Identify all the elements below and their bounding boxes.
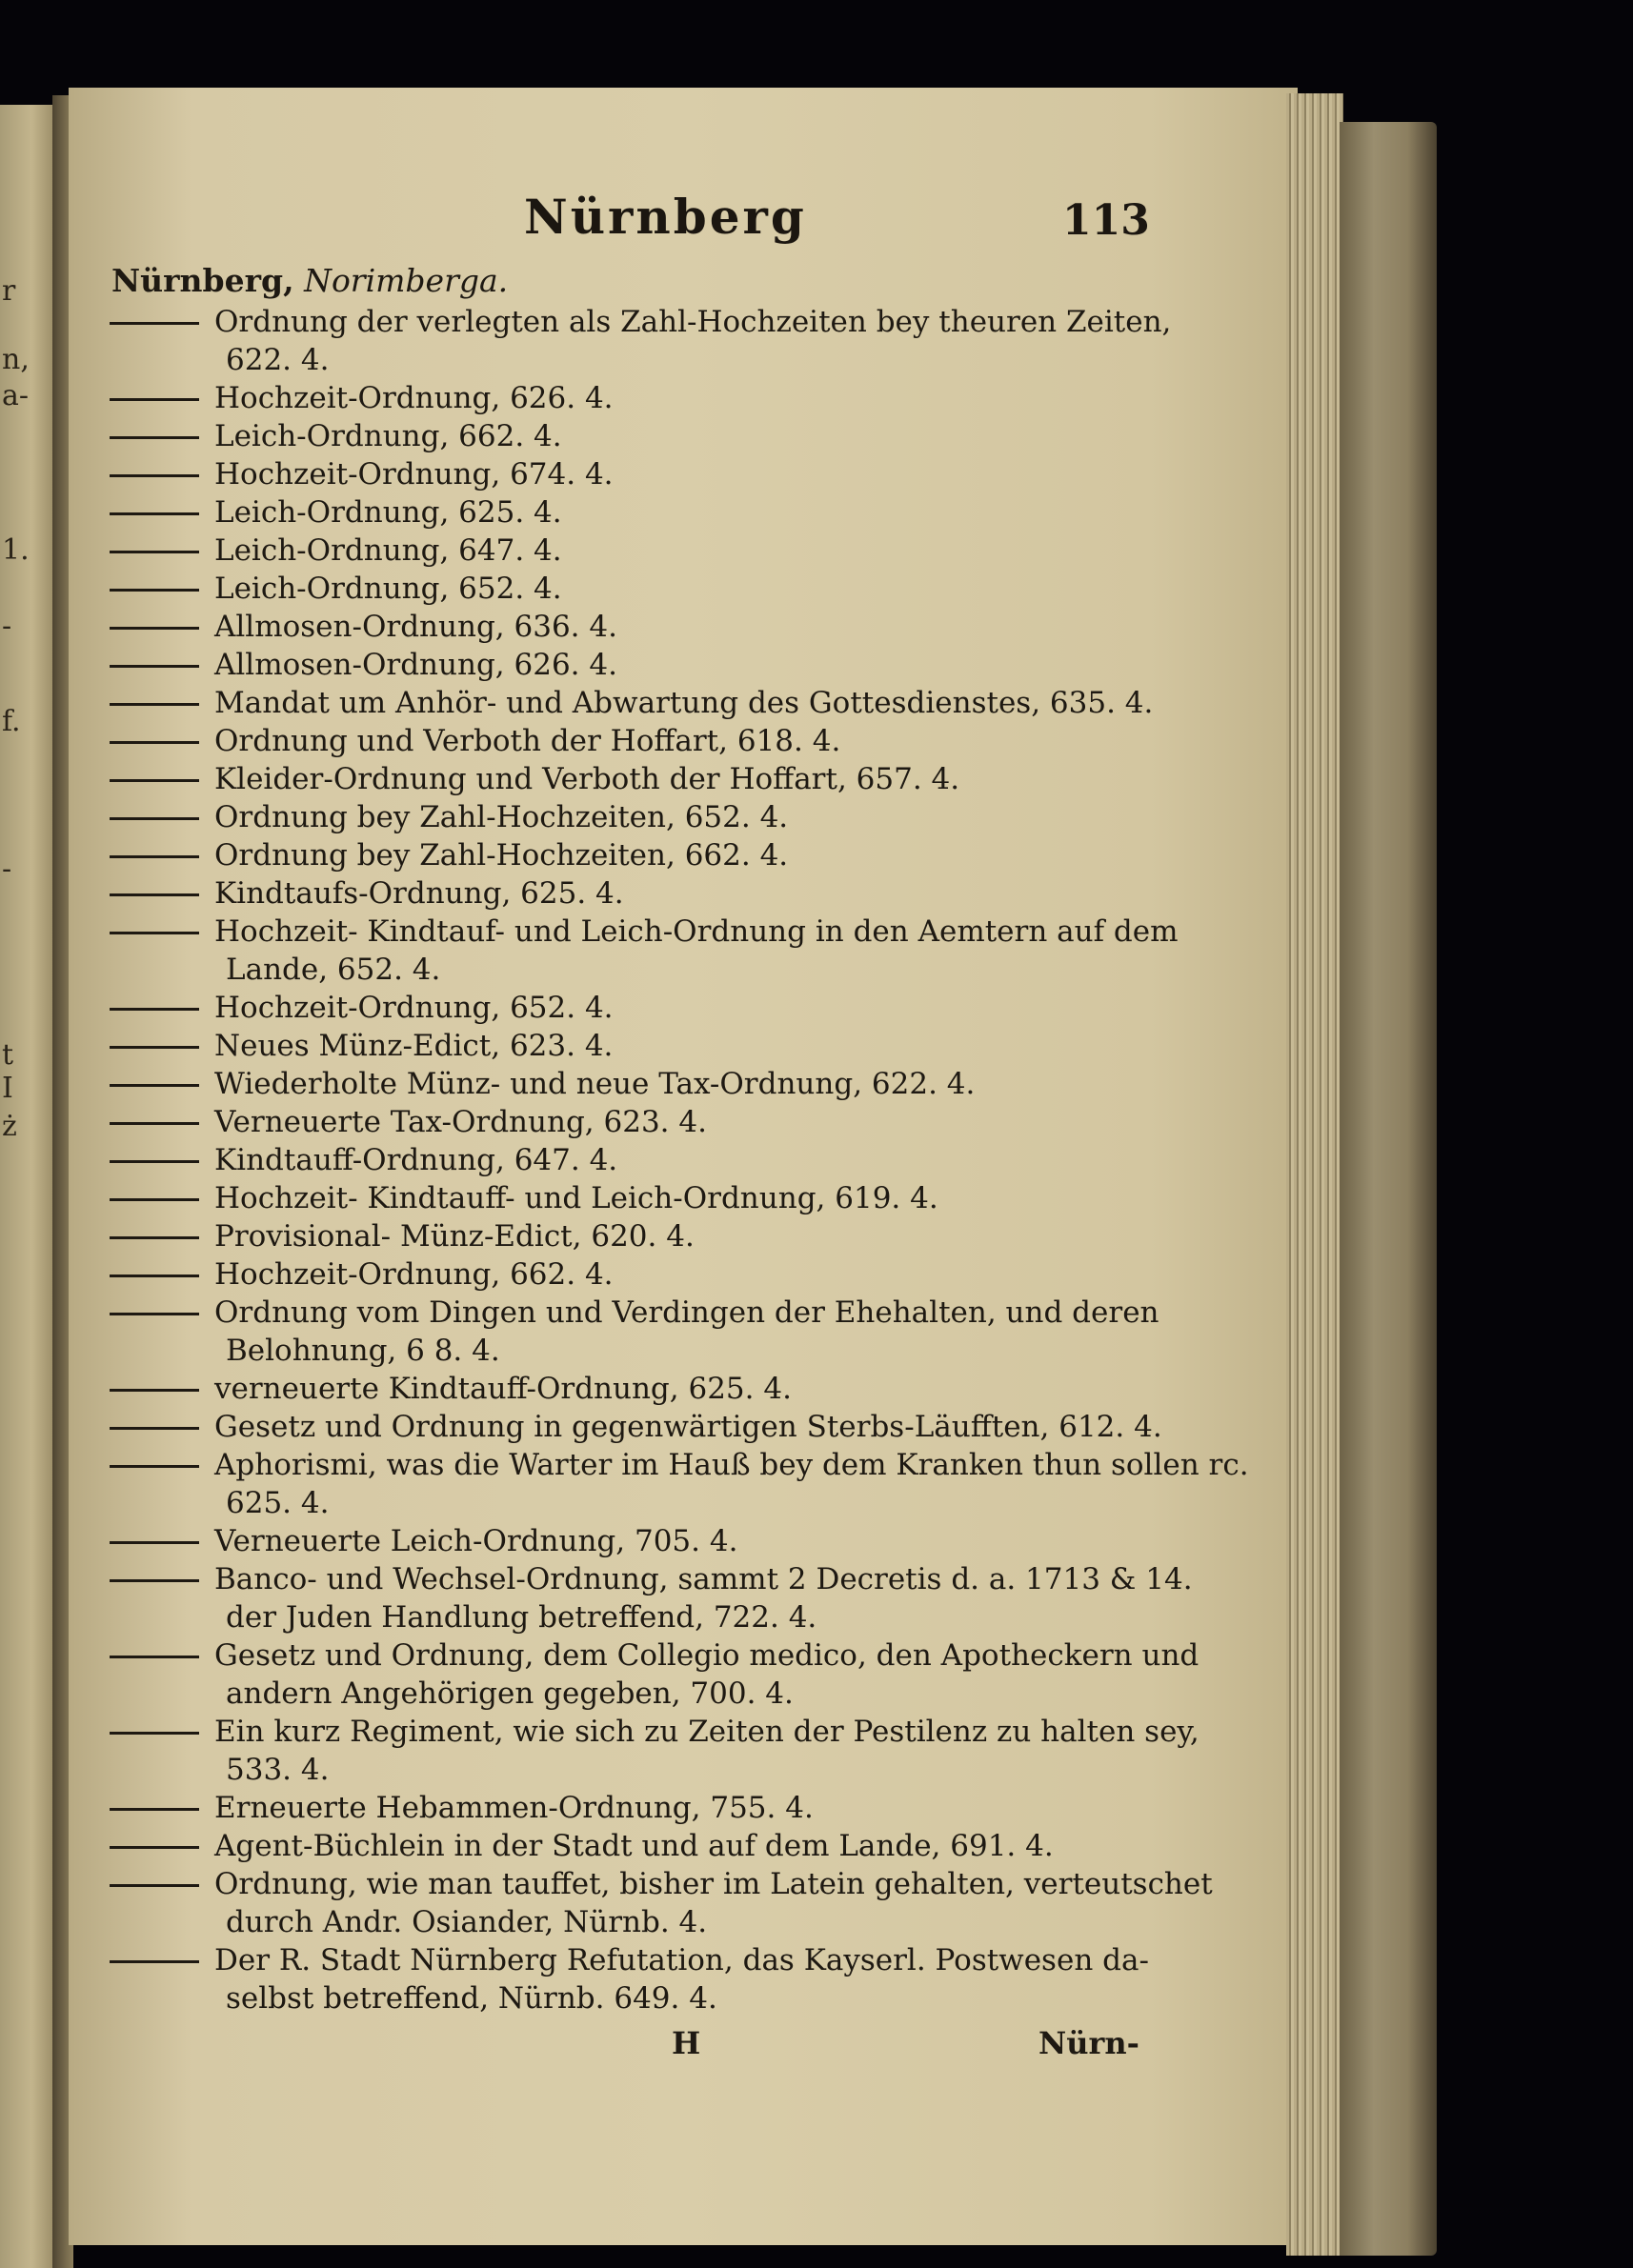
ditto-dash [110, 1884, 199, 1887]
ditto-dash [110, 1084, 199, 1087]
entry-text-line: Hochzeit-Ordnung, 674. 4. [214, 457, 614, 492]
entry-text-line: Banco- und Wechsel-Ordnung, sammt 2 Decretis d. a. 1713 & 14. [214, 1562, 1193, 1596]
entry-text-line: Ein kurz Regiment, wie sich zu Zeiten der Pestilenz zu halten sey, [214, 1715, 1200, 1749]
ditto-dash [110, 1541, 199, 1544]
signature-mark: H [672, 2025, 701, 2061]
entry-text-line: Kindtaufs-Ordnung, 625. 4. [214, 876, 624, 911]
entry-text-line: durch Andr. Osiander, Nürnb. 4. [226, 1905, 708, 1939]
ditto-dash [110, 436, 199, 439]
ditto-dash [110, 1008, 199, 1011]
list-item [100, 379, 1196, 417]
list-item [100, 455, 1196, 493]
page-number: 113 [1062, 196, 1150, 245]
ditto-dash [110, 779, 199, 782]
list-item [100, 1217, 1196, 1255]
entry-text-line: Leich-Ordnung, 625. 4. [214, 495, 562, 530]
ditto-dash [110, 1046, 199, 1049]
entry-text-line: Ordnung der verlegten als Zahl-Hochzeiten bey theuren Zeiten, [214, 305, 1172, 339]
entry-text-line: andern Angehörigen gegeben, 700. 4. [226, 1676, 794, 1711]
entry-text-line: Allmosen-Ordnung, 636. 4. [214, 610, 617, 644]
entry-text-line: selbst betreffend, Nürnb. 649. 4. [226, 1981, 717, 2016]
list-item [100, 1865, 1213, 1941]
ditto-dash [110, 398, 199, 401]
ditto-dash [110, 627, 199, 630]
list-item [100, 493, 1196, 532]
entry-text-line: Leich-Ordnung, 652. 4. [214, 572, 562, 606]
entry-text-line: Gesetz und Ordnung, dem Collegio medico, den Apotheckern und [214, 1638, 1200, 1673]
ditto-dash [110, 932, 199, 934]
ditto-dash [110, 1274, 199, 1277]
list-item [100, 570, 1196, 608]
ditto-dash [110, 1732, 199, 1735]
list-item [100, 1522, 1196, 1560]
list-item [100, 1027, 1196, 1065]
fragment: a- [2, 379, 30, 412]
ditto-dash [110, 322, 199, 325]
ditto-dash [110, 1960, 199, 1963]
fragment: 1. [2, 533, 30, 567]
list-item [100, 1103, 1196, 1141]
list-item [100, 913, 1196, 989]
entry-list [100, 303, 1249, 2017]
fragment: - [2, 610, 12, 643]
ditto-dash [110, 512, 199, 515]
entry-text-line: Verneuerte Tax-Ordnung, 623. 4. [214, 1105, 707, 1139]
list-item [100, 532, 1196, 570]
entry-text-line: Wiederholte Münz- und neue Tax-Ordnung, 622. 4. [214, 1067, 976, 1101]
page-footer [100, 2021, 1196, 2069]
ditto-dash [110, 1313, 199, 1315]
entry-text-line: Hochzeit-Ordnung, 626. 4. [214, 381, 614, 415]
heading-name: Nürnberg, [111, 262, 294, 299]
running-head: Nürnberg [524, 189, 807, 245]
ditto-dash [110, 1198, 199, 1201]
entry-text-line: Ordnung vom Dingen und Verdingen der Ehehalten, und deren [214, 1295, 1159, 1330]
ditto-dash [110, 703, 199, 706]
entry-text-line: Ordnung bey Zahl-Hochzeiten, 662. 4. [214, 838, 789, 873]
entry-text-line: 533. 4. [226, 1753, 330, 1787]
ditto-dash [110, 1160, 199, 1163]
ditto-dash [110, 1389, 199, 1392]
entry-text-line: Ordnung bey Zahl-Hochzeiten, 652. 4. [214, 800, 789, 834]
entry-text-line: Allmosen-Ordnung, 626. 4. [214, 648, 617, 682]
entry-text-line: Belohnung, 6 8. 4. [226, 1334, 500, 1368]
ditto-dash [110, 1808, 199, 1811]
list-item [100, 303, 1196, 379]
entry-text-line: verneuerte Kindtauff-Ordnung, 625. 4. [214, 1372, 792, 1406]
catchword: Nürn- [1038, 2025, 1139, 2061]
entry-text-line: Lande, 652. 4. [226, 953, 441, 987]
list-item [100, 1713, 1200, 1789]
list-item [100, 646, 1196, 684]
entry-text-line: Provisional- Münz-Edict, 620. 4. [214, 1219, 695, 1254]
page-header [100, 181, 1196, 259]
list-item [100, 1827, 1196, 1865]
book-cover-edge [1340, 122, 1437, 2256]
entry-text-line: Leich-Ordnung, 647. 4. [214, 533, 562, 568]
ditto-dash [110, 1427, 199, 1430]
list-item [100, 1446, 1249, 1522]
list-item [100, 684, 1196, 722]
heading-latin: Norimberga. [304, 262, 509, 299]
entry-text-line: Hochzeit- Kindtauf- und Leich-Ordnung in den Aemtern auf dem [214, 914, 1179, 949]
ditto-dash [110, 893, 199, 896]
list-item [100, 608, 1196, 646]
ditto-dash [110, 551, 199, 553]
entry-text-line: Neues Münz-Edict, 623. 4. [214, 1029, 614, 1063]
list-item [100, 417, 1196, 455]
list-item [100, 798, 1196, 836]
list-item [100, 1636, 1200, 1713]
list-item [100, 760, 1196, 798]
entry-text-line: 625. 4. [226, 1486, 330, 1520]
entry-text-line: Der R. Stadt Nürnberg Refutation, das Kayserl. Postwesen da- [214, 1943, 1149, 1977]
ditto-dash [110, 1465, 199, 1468]
entry-text-line: Agent-Büchlein in der Stadt und auf dem Lande, 691. 4. [214, 1829, 1054, 1863]
list-item [100, 1065, 1196, 1103]
ditto-dash [110, 1122, 199, 1125]
fragment: r [2, 274, 16, 308]
ditto-dash [110, 1579, 199, 1582]
fragment: ż [2, 1110, 17, 1143]
ditto-dash [110, 1656, 199, 1658]
adjacent-page-edge [0, 105, 52, 2268]
list-item [100, 1789, 1196, 1827]
page-edges [1286, 93, 1343, 2256]
list-item [100, 1560, 1196, 1636]
entry-text-line: der Juden Handlung betreffend, 722. 4. [226, 1600, 817, 1635]
fragment: f. [2, 705, 21, 738]
entry-text-line: Leich-Ordnung, 662. 4. [214, 419, 562, 453]
page-text [100, 181, 1249, 2124]
list-item [100, 1370, 1196, 1408]
ditto-dash [110, 817, 199, 820]
list-item [100, 989, 1196, 1027]
ditto-dash [110, 1236, 199, 1239]
ditto-dash [110, 1846, 199, 1849]
list-item [100, 1255, 1196, 1294]
entry-heading [100, 259, 1196, 303]
entry-text-line: Erneuerte Hebammen-Ordnung, 755. 4. [214, 1791, 814, 1825]
list-item [100, 1141, 1196, 1179]
list-item [100, 1941, 1196, 2017]
entry-text-line: Kleider-Ordnung und Verboth der Hoffart, 657. 4. [214, 762, 960, 796]
entry-text-line: Gesetz und Ordnung in gegenwärtigen Sterbs-Läufften, 612. 4. [214, 1410, 1162, 1444]
fragment: t [2, 1038, 14, 1072]
entry-text-line: Hochzeit-Ordnung, 652. 4. [214, 991, 614, 1025]
list-item [100, 722, 1196, 760]
fragment: - [2, 853, 12, 886]
entry-text-line: Kindtauff-Ordnung, 647. 4. [214, 1143, 618, 1177]
entry-text-line: Ordnung, wie man tauffet, bisher im Latein gehalten, verteutschet [214, 1867, 1213, 1901]
list-item [100, 1408, 1196, 1446]
list-item [100, 836, 1196, 874]
entry-text-line: Ordnung und Verboth der Hoffart, 618. 4. [214, 724, 841, 758]
ditto-dash [110, 589, 199, 592]
entry-text-line: Hochzeit- Kindtauff- und Leich-Ordnung, 619. 4. [214, 1181, 938, 1215]
ditto-dash [110, 665, 199, 668]
entry-text-line: Hochzeit-Ordnung, 662. 4. [214, 1257, 614, 1292]
entry-text-line: Aphorismi, was die Warter im Hauß bey dem Kranken thun sollen rc. [214, 1448, 1249, 1482]
entry-text-line: Verneuerte Leich-Ordnung, 705. 4. [214, 1524, 738, 1558]
ditto-dash [110, 741, 199, 744]
list-item [100, 1179, 1196, 1217]
fragment: I [2, 1072, 13, 1105]
ditto-dash [110, 855, 199, 858]
entry-text-line: 622. 4. [226, 343, 330, 377]
ditto-dash [110, 474, 199, 477]
entry-text-line: Mandat um Anhör- und Abwartung des Gottesdienstes, 635. 4. [214, 686, 1154, 720]
list-item [100, 874, 1196, 913]
fragment: n, [2, 343, 30, 376]
list-item [100, 1294, 1196, 1370]
